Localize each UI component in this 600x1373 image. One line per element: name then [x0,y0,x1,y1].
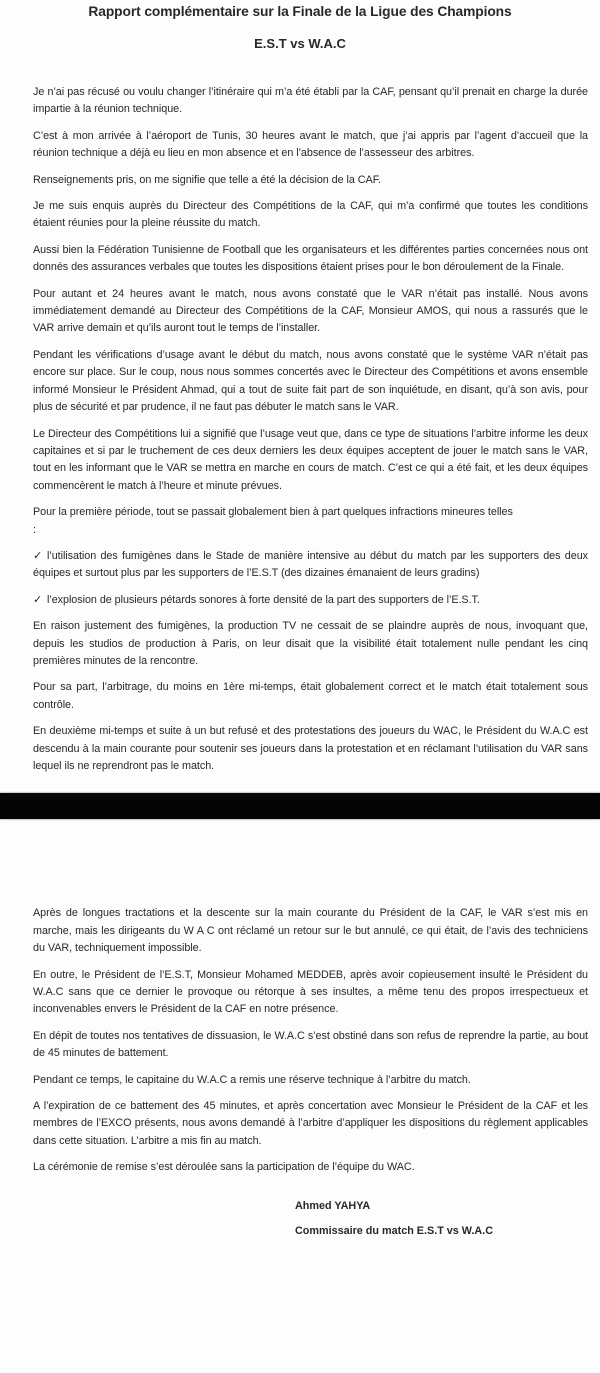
report-title: Rapport complémentaire sur la Finale de la Ligue des Champions [88,4,512,19]
paragraph: Je n’ai pas récusé ou voulu changer l’itinéraire qui m’a été établi par la CAF, pensant qu’il prenait en charge la durée impartie à la réunion technique. [33,86,588,116]
report-body [0,51,600,1177]
paragraph: Après de longues tractations et la descente sur la main courante du Président de la CAF, le VAR s’est mis en marche, mais les dirigeants du W A C ont réclamé un retour sur le but annulé, ce qui était, de l’avis des techniciens du VAR, techniquement impossible. [33,907,588,955]
paragraph: Pendant les vérifications d’usage avant le début du match, nous avons constaté que le système VAR n’était pas encore sur place. Sur le coup, nous nous sommes concertés avec le Directeur des Compétitions et avons ensemble informé Monsieur le Président Ahmad, qui a tout de suite fait part de son inquiétude, en disant, qu’à son avis, pour plus de sécurité et par prudence, il ne faut pas débuter le match sans le VAR. [33,348,588,414]
paragraph: Je me suis enquis auprès du Directeur des Compétitions de la CAF, qui m’a confirmé que toutes les conditions étaient réunies pour la pleine réussite du match. [33,200,588,230]
paragraph: Renseignements pris, on me signifie que telle a été la décision de la CAF. [33,173,381,186]
paragraph: Pendant ce temps, le capitaine du W.A.C a remis une réserve technique à l’arbitre du match. [33,1073,471,1086]
paragraph: En dépit de toutes nos tentatives de dissuasion, le W.A.C s’est obstiné dans son refus de reprendre la partie, au bout de 45 minutes de battement. [33,1029,588,1060]
report-subtitle: E.S.T vs W.A.C [254,36,346,51]
checkmark-icon: ✓ [33,593,42,606]
paragraph: La cérémonie de remise s’est déroulée sans la participation de l’équipe du WAC. [33,1161,415,1174]
paragraph: A l’expiration de ce battement des 45 minutes, et après concertation avec Monsieur le Président de la CAF et les membres de l’EXCO présents, nous avons demandé à l’arbitre d’appliquer les dispositions du règlement applicables dans cette situation. L’arbitre a mis fin au match. [33,1100,588,1147]
check-item [33,592,588,609]
paragraph: Pour sa part, l’arbitrage, du moins en 1ère mi-temps, était globalement correct et le match était totalement sous contrôle. [33,681,588,711]
redaction-bar [0,793,600,819]
check-item [33,548,588,583]
check-item-text: l’explosion de plusieurs pétards sonores à forte densité de la part des supporters de l’E.S.T. [47,593,480,606]
paragraph: En raison justement des fumigènes, la production TV ne cessait de se plaindre auprès de nous, invoquant que, depuis les studios de production à Paris, on leur disait que la visibilité était totalement nulle pendant les cinq premières minutes de la rencontre. [33,620,588,667]
paragraph: Aussi bien la Fédération Tunisienne de Football que les organisateurs et les différentes parties concernées nous ont donnés des assurances verbales que toutes les dispositions étaient prises pour le bon déroulement de la Finale. [33,243,588,274]
paragraph: En outre, le Président de l’E.S.T, Monsieur Mohamed MEDDEB, après avoir copieusement insulté le Président du W.A.C sans que ce dernier le provoque ou rétorque à ses insultes, a même tenu des propos irrespectueux et inconvenables envers le Président de la CAF en notre présence. [33,968,588,1016]
paragraph: Pour autant et 24 heures avant le match, nous avons constaté que le VAR n’était pas installé. Nous avons immédiatement demandé au Directeur des Compétitions de la CAF, Monsieur AMOS, qui nous a rassurés que le VAR arrive demain et qu’ils auront tout le temps de l’installer. [33,287,588,335]
paragraph: Le Directeur des Compétitions lui a signifié que l’usage veut que, dans ce type de situations l’arbitre informe les deux capitaines et si par le truchement de ces deux derniers les deux équipes acceptent de jouer le match sans le VAR, tout en les informant que le VAR se mettra en marche en cours de match. C’est ce qui a été fait, et les deux équipes commencèrent le match à l’heure et minute prévues. [33,427,588,492]
paragraph: Pour la première période, tout se passait globalement bien à part quelques infractions mineures telles : [33,506,513,536]
paragraph: En deuxième mi-temps et suite à un but refusé et des protestations des joueurs du WAC, le Président du W.A.C est descendu à la main courante pour soutenir ses joueurs dans la protestation et en réclamant l’utilisation du VAR sans lequel ils ne reprendront pas le match. [33,725,588,772]
report-header [0,0,600,51]
paragraph: C’est à mon arrivée à l’aéroport de Tunis, 30 heures avant le match, que j’ai appris par l’agent d’accueil que la réunion technique a déjà eu lieu en mon absence et en l’absence de l’assesseur des arbitres. [33,129,588,160]
signature-block [295,1199,600,1238]
signature-name: Ahmed YAHYA [295,1199,371,1212]
checkmark-icon: ✓ [33,549,42,562]
check-item-text: l’utilisation des fumigènes dans le Stade de manière intensive au début du match par les supporters des deux équipes et surtout plus par les supporters de l’E.S.T (des dizaines émanaient de leurs gradins) [33,549,588,580]
signature-role: Commissaire du match E.S.T vs W.A.C [295,1224,493,1237]
